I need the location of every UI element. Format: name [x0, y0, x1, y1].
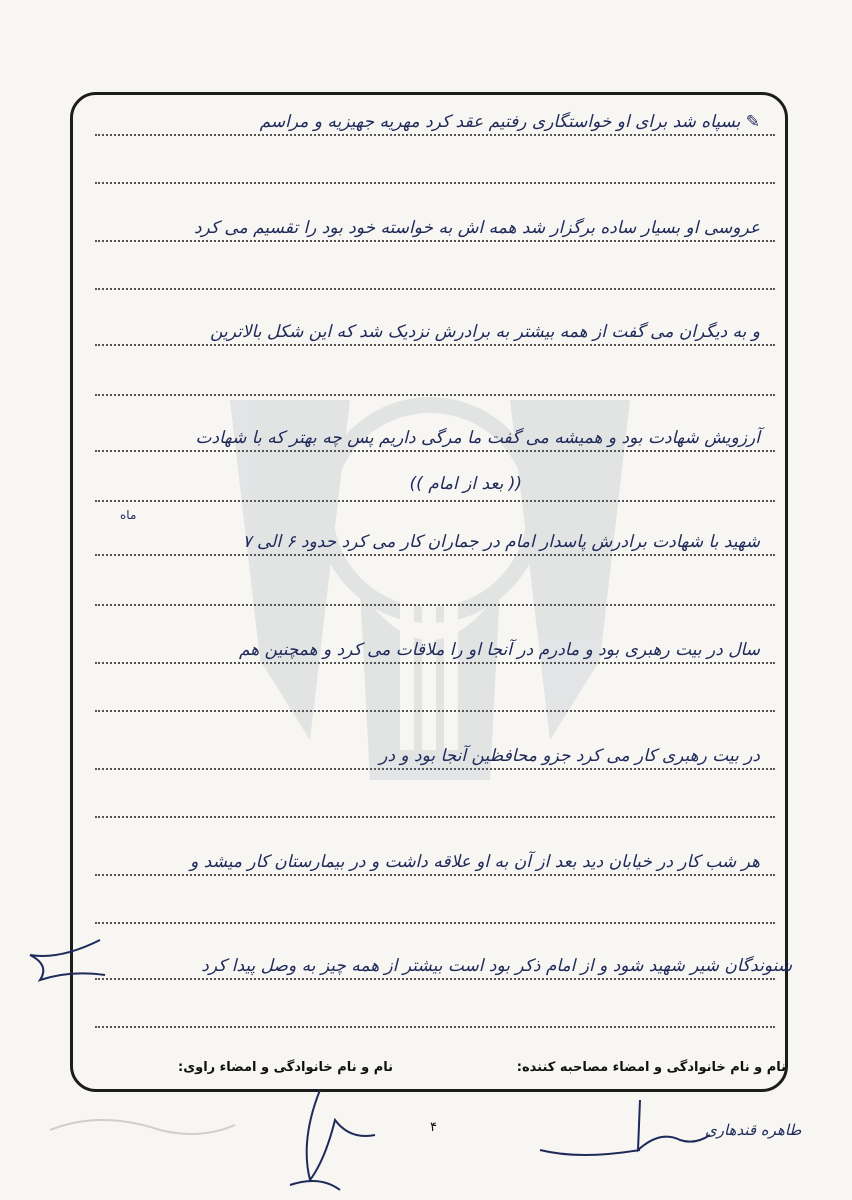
signature-text: طاهره قندهاری — [705, 1121, 802, 1139]
interviewer-signature-icon — [520, 1090, 802, 1170]
text-line-6: شهید با شهادت برادرش پاسدار امام در جماران کار می کرد حدود ۶ الی ۷ — [242, 532, 760, 552]
text-line-10: شنوندگان شیر شهید شود و از امام ذکر بود است بیشتر از همه چیز به وصل پیدا کرد — [201, 956, 792, 976]
ruled-line — [95, 240, 775, 242]
text-line-2: عروسی او بسیار ساده برگزار شد همه اش به خواسته خود بود را تقسیم می کرد — [193, 218, 760, 238]
ruled-line — [95, 662, 775, 664]
ruled-line — [95, 450, 775, 452]
text-line-8: در بیت رهبری کار می کرد جزو محافظین آنجا بود و در — [379, 746, 760, 766]
ruled-line — [95, 874, 775, 876]
ruled-line — [95, 394, 775, 396]
text-line-4: آرزویش شهادت بود و همیشه می گفت ما مرگی داریم پس چه بهتر که با شهادت — [195, 428, 760, 448]
ruled-line — [95, 816, 775, 818]
interviewer-signature-label: نام و نام خانوادگی و امضاء مصاحبه کننده: — [516, 1060, 786, 1075]
margin-scribble-icon — [20, 930, 110, 990]
text-line-5: (( بعد از امام )) — [409, 474, 522, 494]
page-frame — [70, 92, 788, 1092]
narrator-signature-icon — [280, 1080, 400, 1195]
ruled-line — [95, 134, 775, 136]
ruled-line — [95, 500, 775, 502]
ruled-line — [95, 554, 775, 556]
ruled-line — [95, 344, 775, 346]
ruled-line — [95, 978, 775, 980]
text-line-7: سال در بیت رهبری بود و مادرم در آنجا او را ملاقات می کرد و همچنین هم — [238, 640, 760, 660]
ruled-line — [95, 1026, 775, 1028]
superscript-note: ماه — [120, 508, 137, 522]
ruled-line — [95, 288, 775, 290]
page-number: ۴ — [430, 1120, 437, 1135]
ruled-line — [95, 922, 775, 924]
text-line-3: و به دیگران می گفت از همه بیشتر به برادرش نزدیک شد که این شکل بالاترین — [210, 322, 760, 342]
text-line-9: هر شب کار در خیابان دید بعد از آن به او علاقه داشت و در بیمارستان کار میشد و — [190, 852, 760, 872]
ruled-line — [95, 604, 775, 606]
ruled-line — [95, 182, 775, 184]
narrator-signature-label: نام و نام خانوادگی و امضاء راوی: — [178, 1060, 393, 1075]
ruled-line — [95, 768, 775, 770]
faint-bleedthrough-icon — [40, 1100, 240, 1150]
text-line-1: ✎ بسپاه شد برای او خواستگاری رفتیم عقد کرد مهریه جهیزیه و مراسم — [259, 112, 760, 132]
ruled-line — [95, 710, 775, 712]
